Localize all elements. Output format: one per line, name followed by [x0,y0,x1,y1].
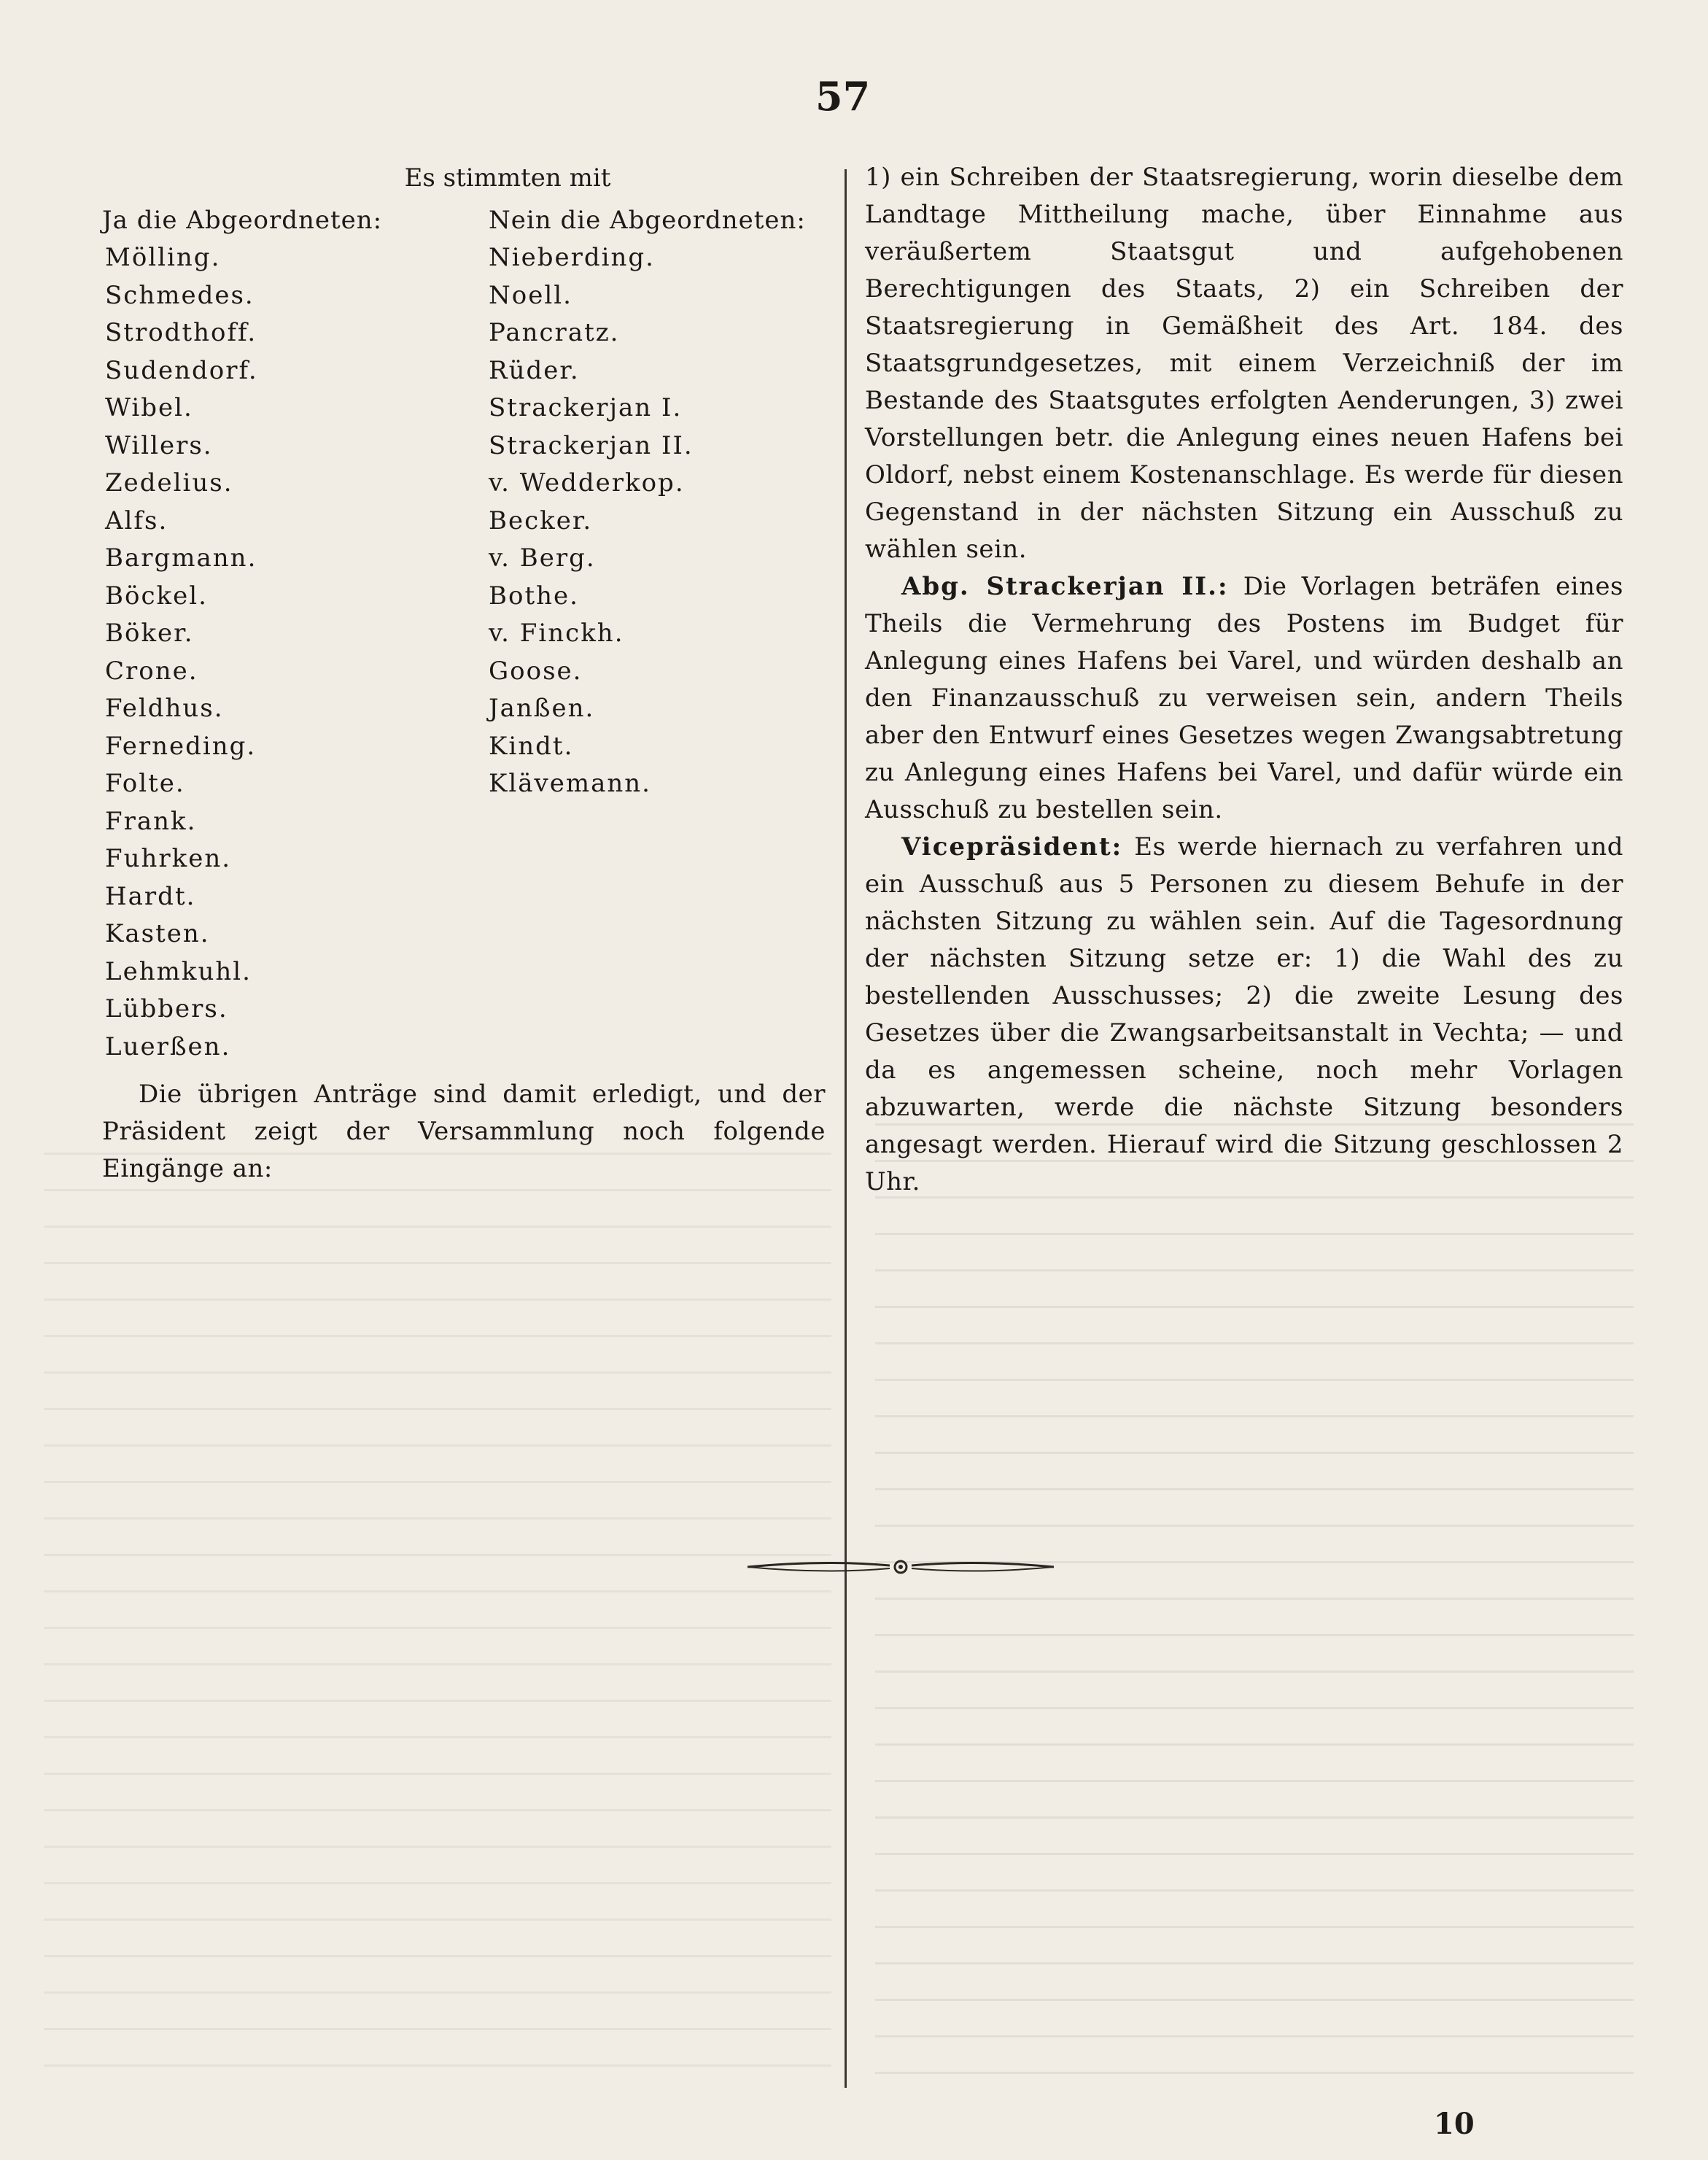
yes-name-item: Mölling. [105,243,221,272]
speaker-name: Vicepräsident: [901,832,1123,862]
speech-text: Die Vorlagen beträfen eines Theils die Vermehrung des Postens im Budget für Anlegung eines Hafens bei Varel, und würden deshalb an den Finanzausschuß zu verweisen sein, andern Theils aber den Entwurf eines Gesetzes wegen Zwangsabtretung zu Anlegung eines Hafens bei Varel, und dafür würde ein Ausschuß zu bestellen sein. [865,572,1623,824]
no-name-list [489,239,826,803]
yes-name-item: Zedelius. [105,468,233,498]
right-column [865,159,1623,1201]
no-name-item: Kindt. [489,731,574,761]
no-column [489,201,826,1066]
yes-name-item: Fuhrken. [105,844,232,873]
no-name-item: Nieberding. [489,243,655,272]
no-name-item: v. Wedderkop. [489,468,685,498]
yes-name-item: Schmedes. [105,280,255,310]
no-name-item: Strackerjan II. [489,430,694,460]
yes-column [102,201,489,1066]
no-name-item: Noell. [489,280,572,310]
yes-name-item: Luerßen. [105,1031,231,1061]
speech-text: Es werde hiernach zu verfahren und ein Ausschuß aus 5 Personen zu diesem Behufe in der nächsten Sitzung zu wählen sein. Auf die Tagesordnung der nächsten Sitzung setze er: 1) die Wahl des zu bestellenden Ausschusses; 2) die zweite Lesung des Gesetzes über die Zwangsarbeitsanstalt in Vechta; — und da es angemessen scheine, noch mehr Vorlagen abzuwarten, werde die nächste Sitzung besonders angesagt werden. Hierauf wird die Sitzung geschlossen 2 Uhr. [865,832,1623,1196]
yes-name-item: Böckel. [105,581,208,611]
yes-name-item: Ferneding. [105,731,257,761]
yes-name-item: Sudendorf. [105,355,258,385]
vicepresident-paragraph [865,829,1623,1201]
closing-paragraph: Die übrigen Anträge sind damit erledigt, und der Präsident zeigt der Versammlung noch folgende Eingänge an: [102,1080,826,1183]
yes-name-item: Kasten. [105,919,210,948]
yes-name-item: Folte. [105,769,185,798]
no-name-item: Pancratz. [489,318,620,347]
yes-name-item: Strodthoff. [105,318,257,347]
show-through-text [44,1153,831,2086]
vote-table [102,201,826,1066]
strackerjan-paragraph [865,568,1623,829]
no-name-item: Rüder. [489,355,580,385]
no-name-item: Becker. [489,506,593,535]
yes-name-item: Hardt. [105,881,196,911]
sheet-number: 10 [1434,2107,1475,2141]
no-name-item: Goose. [489,656,583,686]
yes-name-item: Lehmkuhl. [105,956,252,986]
yes-name-item: Crone. [105,656,198,686]
no-name-item: Strackerjan I. [489,393,683,422]
speaker-name: Abg. Strackerjan II.: [901,572,1229,601]
left-column [102,159,826,1188]
vote-heading: Es stimmten mit [404,163,611,193]
no-name-item: Janßen. [489,694,595,723]
column-divider [845,169,847,2088]
no-label: Nein die Abgeordneten: [489,206,806,235]
yes-name-item: Willers. [105,430,213,460]
no-name-item: v. Berg. [489,543,596,573]
yes-name-item: Frank. [105,806,197,836]
yes-name-item: Alfs. [105,506,168,535]
yes-label: Ja die Abgeordneten: [102,206,383,235]
incoming-items-paragraph: 1) ein Schreiben der Staatsregierung, worin dieselbe dem Landtage Mittheilung mache, über Einnahme aus veräußertem Staatsgut und aufgehobenen Berechtigungen des Staats, 2) ein Schreiben der Staatsregierung in Gemäßheit des Art. 184. des Staatsgrundgesetzes, mit einem Verzeichniß der im Bestande des Staatsgutes erfolgten Aenderungen, 3) zwei Vorstellungen betr. die Anlegung eines neuen Hafens bei Oldorf, nebst einem Kostenanschlage. Es werde für diesen Gegenstand in der nächsten Sitzung ein Ausschuß zu wählen sein. [865,163,1623,564]
yes-name-list [102,239,489,1066]
yes-name-item: Wibel. [105,393,193,422]
no-name-item: v. Finckh. [489,619,624,648]
yes-name-item: Bargmann. [105,543,257,573]
no-name-item: Klävemann. [489,769,651,798]
ornament-divider [744,1552,1057,1582]
page-number: 57 [815,73,871,120]
yes-name-item: Lübbers. [105,994,228,1023]
yes-name-item: Böker. [105,619,194,648]
show-through-text [875,1123,1634,2086]
yes-name-item: Feldhus. [105,694,224,723]
no-name-item: Bothe. [489,581,579,611]
